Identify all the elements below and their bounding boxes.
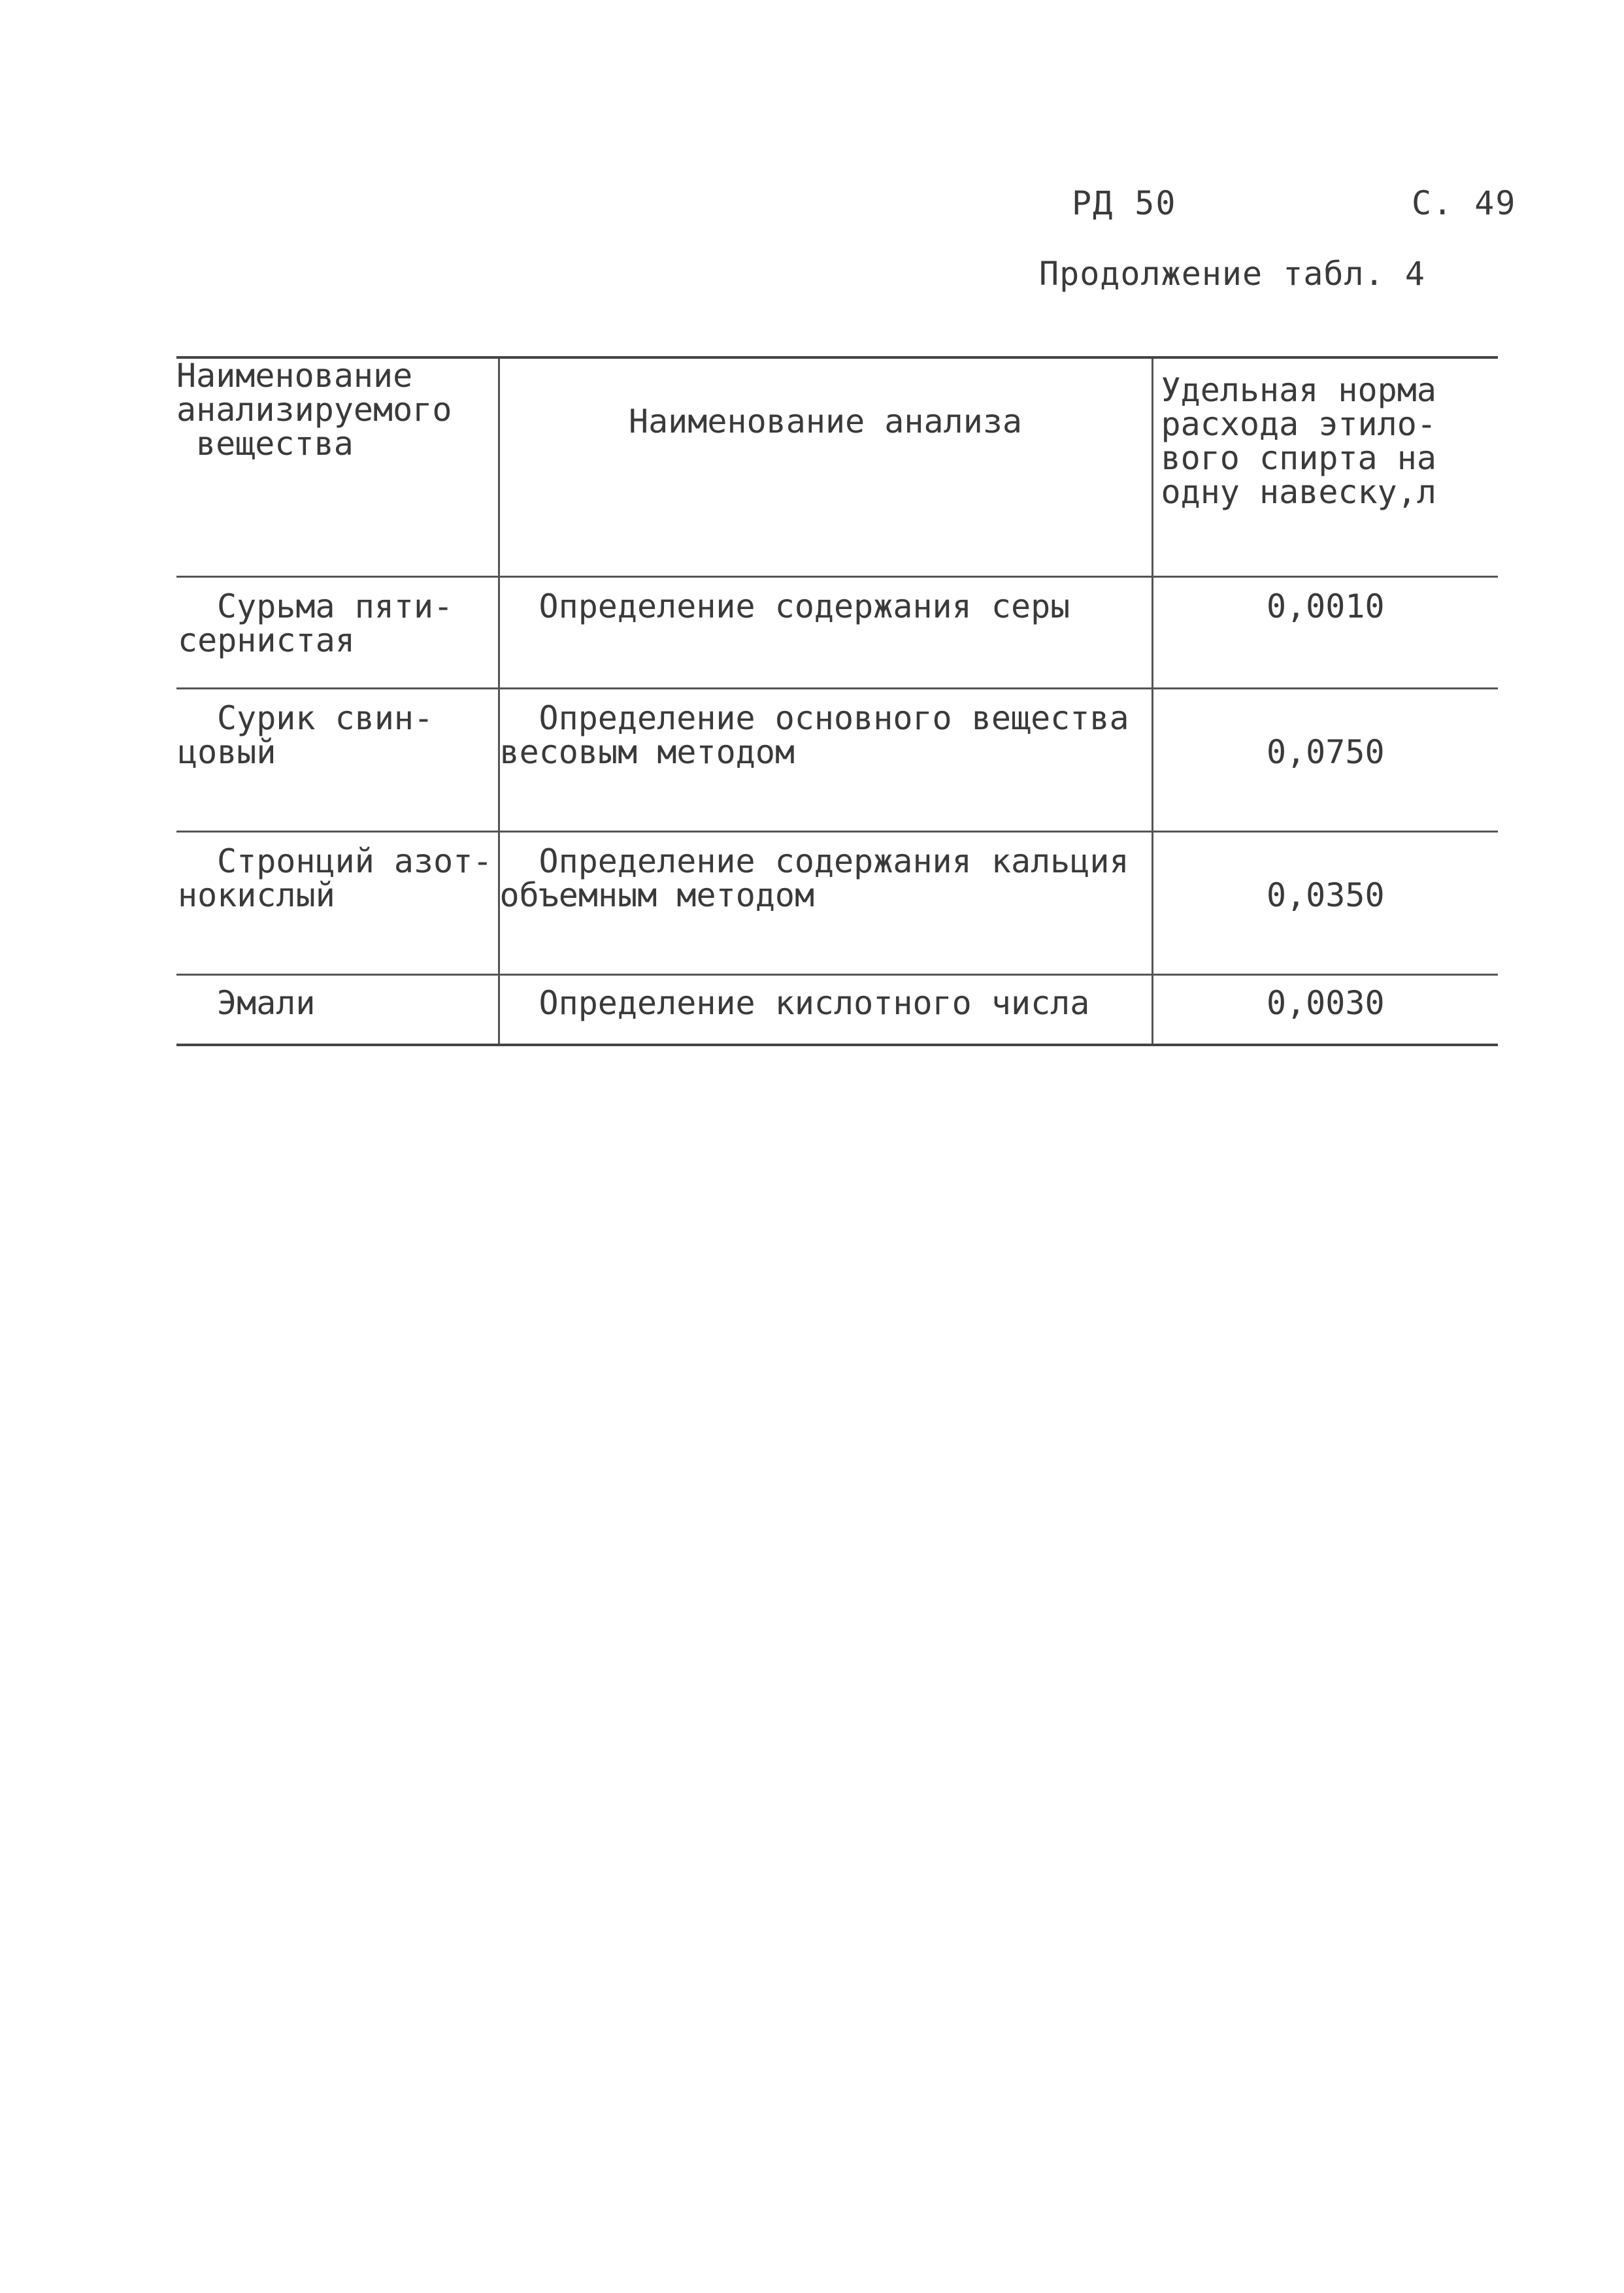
substance-cell: Сурик свин- цовый [176, 689, 499, 832]
document-code: РД 50 [1072, 184, 1177, 222]
table-row [176, 689, 1498, 832]
table-row [176, 577, 1498, 689]
table-row [176, 975, 1498, 1046]
substance-cell: Сурьма пяти- сернистая [176, 577, 499, 689]
analysis-cell: Определение содержания кальция объемным методом [499, 832, 1152, 975]
substance-cell: Стронций азот- нокислый [176, 832, 499, 975]
analysis-cell: Определение содержания серы [499, 577, 1152, 689]
table-header-row [176, 357, 1498, 577]
table-row [176, 832, 1498, 975]
analysis-cell: Определение кислотного числа [499, 975, 1152, 1046]
column-header-substance: Наименование анализируемого вещества [176, 357, 499, 577]
substance-cell: Эмали [176, 975, 499, 1046]
analysis-cell: Определение основного вещества весовым методом [499, 689, 1152, 832]
alcohol-consumption-table [176, 356, 1498, 1046]
norm-cell: 0,0750 [1152, 689, 1498, 832]
norm-cell: 0,0350 [1152, 832, 1498, 975]
norm-cell: 0,0030 [1152, 975, 1498, 1046]
column-header-analysis: Наименование анализа [499, 357, 1152, 577]
norm-cell: 0,0010 [1152, 577, 1498, 689]
page-header [0, 0, 1624, 340]
column-header-norm: Удельная норма расхода этило- вого спирта на одну навеску,л [1152, 357, 1498, 577]
table-caption: Продолжение табл. 4 [1039, 255, 1425, 293]
page-number: С. 49 [1412, 184, 1517, 222]
